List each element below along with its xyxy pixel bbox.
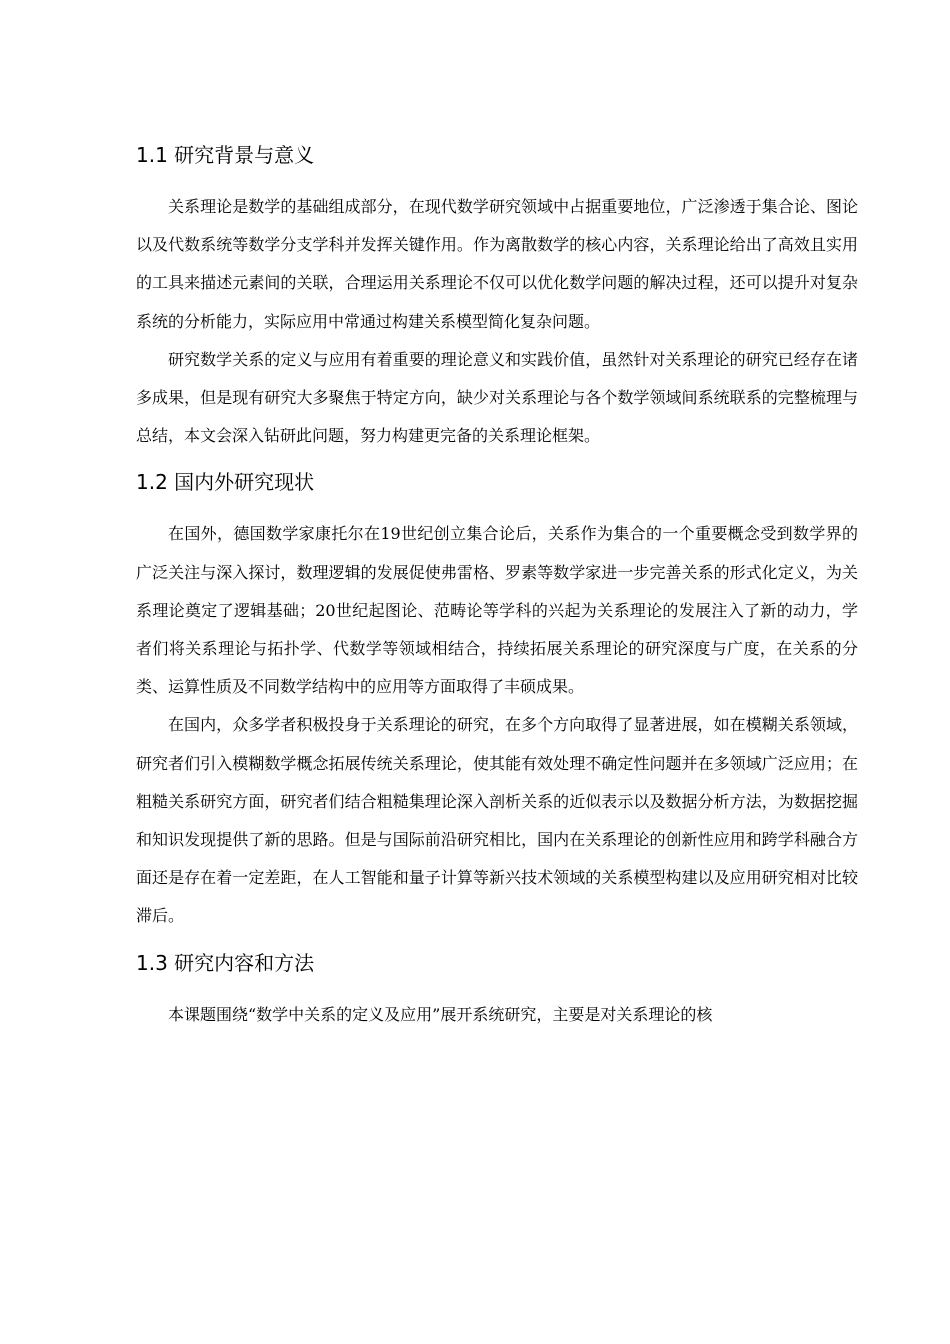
section-heading-1-1: 1.1 研究背景与意义 [136, 143, 315, 167]
paragraph-status-abroad: 在国外，德国数学家康托尔在19世纪创立集合论后，关系作为集合的一个重要概念受到数学界的广泛关注与深入探讨，数理逻辑的发展促使弗雷格、罗素等数学家进一步完善关系的形式化定义，为关系理论奠定了逻辑基础；20世纪起图论、范畴论等学科的兴起为关系理论的发展注入了新的动力，学者们将关系理论与拓扑学、代数学等领域相结合，持续拓展关系理论的研究深度与广度，在关系的分类、运算性质及不同数学结构中的应用等方面取得了丰硕成果。 [136, 524, 858, 697]
paragraph-background-2: 研究数学关系的定义与应用有着重要的理论意义和实践价值，虽然针对关系理论的研究已经存在诸多成果，但是现有研究大多聚焦于特定方向，缺少对关系理论与各个数学领域间系统联系的完整梳理与总结，本文会深入钻研此问题，努力构建更完备的关系理论框架。 [136, 349, 858, 446]
document-body [136, 140, 858, 1034]
paragraph-background-1: 关系理论是数学的基础组成部分，在现代数学研究领域中占据重要地位，广泛渗透于集合论、图论以及代数系统等数学分支学科并发挥关键作用。作为离散数学的核心内容，关系理论给出了高效且实用的工具来描述元素间的关联，合理运用关系理论不仅可以优化数学问题的解决过程，还可以提升对复杂系统的分析能力，实际应用中常通过构建关系模型简化复杂问题。 [136, 197, 858, 331]
paragraph-content-methods: 本课题围绕“数学中关系的定义及应用”展开系统研究，主要是对关系理论的核 [168, 1004, 713, 1024]
section-heading-1-3: 1.3 研究内容和方法 [136, 950, 315, 975]
section-heading-1-2: 1.2 国内外研究现状 [136, 470, 315, 495]
paragraph-status-domestic: 在国内，众多学者积极投身于关系理论的研究，在多个方向取得了显著进展，如在模糊关系领域，研究者们引入模糊数学概念拓展传统关系理论，使其能有效处理不确定性问题并在多领域广泛应用；在粗糙关系研究方面，研究者们结合粗糙集理论深入剖析关系的近似表示以及数据分析方法，为数据挖掘和知识发现提供了新的思路。但是与国际前沿研究相比，国内在关系理论的创新性应用和跨学科融合方面还是存在着一定差距，在人工智能和量子计算等新兴技术领域的关系模型构建以及应用研究相对比较滞后。 [136, 715, 858, 926]
